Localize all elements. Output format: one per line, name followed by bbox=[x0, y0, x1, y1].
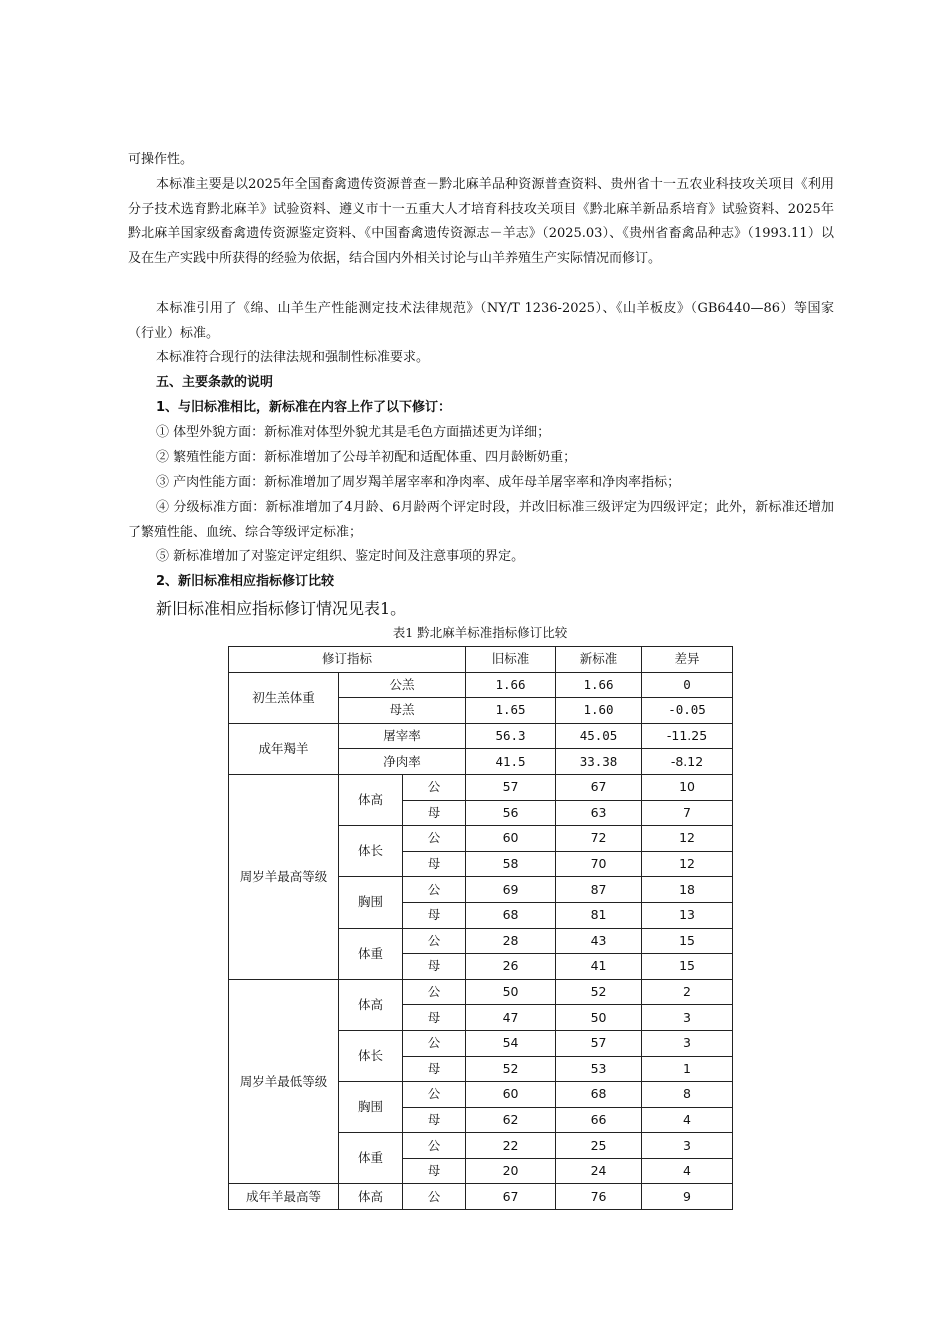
diff-value: 15 bbox=[642, 954, 733, 980]
table-intro: 新旧标准相应指标修订情况见表1。 bbox=[156, 599, 407, 618]
header-indicator: 修订指标 bbox=[229, 647, 466, 673]
diff-value: 8 bbox=[642, 1082, 733, 1108]
new-value: 25 bbox=[556, 1133, 642, 1159]
diff-value: 15 bbox=[642, 928, 733, 954]
old-value: 1.65 bbox=[466, 698, 556, 724]
sub-label: 体重 bbox=[339, 1133, 403, 1184]
old-value: 26 bbox=[466, 954, 556, 980]
group-label: 周岁羊最高等级 bbox=[229, 774, 339, 979]
sub-label: 体长 bbox=[339, 1030, 403, 1081]
diff-value: 4 bbox=[642, 1158, 733, 1184]
sex-label: 母 bbox=[403, 1005, 466, 1031]
paragraph-compliance: 本标准符合现行的法律法规和强制性标准要求。 bbox=[156, 350, 430, 365]
old-value: 62 bbox=[466, 1107, 556, 1133]
new-value: 76 bbox=[556, 1184, 642, 1210]
new-value: 24 bbox=[556, 1158, 642, 1184]
list-item-4: ④ 分级标准方面：新标准增加了4月龄、6月龄两个评定时段，并改旧标准三级评定为四级评定；此外，新标准还增加了繁殖性能、血统、综合等级评定标准； bbox=[128, 500, 834, 540]
old-value: 20 bbox=[466, 1158, 556, 1184]
old-value: 56 bbox=[466, 800, 556, 826]
new-value: 81 bbox=[556, 902, 642, 928]
diff-value: -11.25 bbox=[642, 723, 733, 749]
new-value: 52 bbox=[556, 979, 642, 1005]
row-label: 净肉率 bbox=[339, 749, 466, 775]
sub-label: 胸围 bbox=[339, 877, 403, 928]
diff-value: 3 bbox=[642, 1005, 733, 1031]
header-old: 旧标准 bbox=[466, 647, 556, 673]
paragraph-basis: 本标准主要是以2025年全国畜禽遗传资源普查－黔北麻羊品种资源普查资料、贵州省十一五农业科技攻关项目《利用分子技术选育黔北麻羊》试验资料、遵义市十一五重大人才培育科技攻关项目《黔北麻羊新品系培育》试验资料、2025年黔北麻羊国家级畜禽遗传资源鉴定资料、《中国畜禽遗传资源志－羊志》（2025.03）、《贵州省畜禽品种志》（1993.11）以及在生产实践中所获得的经验为依据，结合国内外相关讨论与山羊养殖生产实际情况而修订。 bbox=[128, 177, 834, 266]
sex-label: 公 bbox=[403, 1133, 466, 1159]
group-label: 周岁羊最低等级 bbox=[229, 979, 339, 1184]
old-value: 69 bbox=[466, 877, 556, 903]
new-value: 67 bbox=[556, 774, 642, 800]
row-label: 母羔 bbox=[339, 698, 466, 724]
sex-label: 母 bbox=[403, 1056, 466, 1082]
sub-label: 胸围 bbox=[339, 1082, 403, 1133]
old-value: 50 bbox=[466, 979, 556, 1005]
table-row bbox=[229, 1184, 733, 1210]
paragraph-references: 本标准引用了《绵、山羊生产性能测定技术法律规范》（NY/T 1236-2025）、《山羊板皮》（GB6440—86）等国家（行业）标准。 bbox=[128, 301, 834, 341]
row-label: 公羔 bbox=[339, 672, 466, 698]
diff-value: -0.05 bbox=[642, 698, 733, 724]
header-new: 新标准 bbox=[556, 647, 642, 673]
new-value: 33.38 bbox=[556, 749, 642, 775]
sex-label: 公 bbox=[403, 1030, 466, 1056]
old-value: 22 bbox=[466, 1133, 556, 1159]
subsection-heading-2: 2、新旧标准相应指标修订比较 bbox=[156, 574, 335, 589]
sex-label: 母 bbox=[403, 902, 466, 928]
new-value: 53 bbox=[556, 1056, 642, 1082]
diff-value: -8.12 bbox=[642, 749, 733, 775]
list-item-1: ① 体型外貌方面：新标准对体型外貌尤其是毛色方面描述更为详细； bbox=[156, 425, 551, 440]
new-value: 57 bbox=[556, 1030, 642, 1056]
old-value: 60 bbox=[466, 1082, 556, 1108]
sub-label: 体长 bbox=[339, 826, 403, 877]
diff-value: 7 bbox=[642, 800, 733, 826]
sub-label: 体高 bbox=[339, 1184, 403, 1210]
diff-value: 10 bbox=[642, 774, 733, 800]
header-diff: 差异 bbox=[642, 647, 733, 673]
sex-label: 公 bbox=[403, 877, 466, 903]
old-value: 67 bbox=[466, 1184, 556, 1210]
diff-value: 18 bbox=[642, 877, 733, 903]
new-value: 66 bbox=[556, 1107, 642, 1133]
old-value: 56.3 bbox=[466, 723, 556, 749]
diff-value: 3 bbox=[642, 1133, 733, 1159]
sub-label: 体高 bbox=[339, 774, 403, 825]
diff-value: 4 bbox=[642, 1107, 733, 1133]
sex-label: 母 bbox=[403, 800, 466, 826]
diff-value: 1 bbox=[642, 1056, 733, 1082]
diff-value: 12 bbox=[642, 826, 733, 852]
diff-value: 9 bbox=[642, 1184, 733, 1210]
diff-value: 2 bbox=[642, 979, 733, 1005]
sex-label: 母 bbox=[403, 1107, 466, 1133]
sex-label: 公 bbox=[403, 774, 466, 800]
group-label: 成年羊最高等 bbox=[229, 1184, 339, 1210]
sex-label: 公 bbox=[403, 826, 466, 852]
new-value: 72 bbox=[556, 826, 642, 852]
sex-label: 公 bbox=[403, 1082, 466, 1108]
old-value: 1.66 bbox=[466, 672, 556, 698]
diff-value: 0 bbox=[642, 672, 733, 698]
sub-label: 体重 bbox=[339, 928, 403, 979]
diff-value: 12 bbox=[642, 851, 733, 877]
sex-label: 母 bbox=[403, 1158, 466, 1184]
diff-value: 3 bbox=[642, 1030, 733, 1056]
new-value: 43 bbox=[556, 928, 642, 954]
group-label: 成年羯羊 bbox=[229, 723, 339, 774]
old-value: 28 bbox=[466, 928, 556, 954]
new-value: 1.66 bbox=[556, 672, 642, 698]
new-value: 50 bbox=[556, 1005, 642, 1031]
new-value: 70 bbox=[556, 851, 642, 877]
new-value: 41 bbox=[556, 954, 642, 980]
table-row bbox=[229, 672, 733, 698]
old-value: 41.5 bbox=[466, 749, 556, 775]
old-value: 52 bbox=[466, 1056, 556, 1082]
comparison-table bbox=[228, 646, 733, 1210]
new-value: 1.60 bbox=[556, 698, 642, 724]
old-value: 60 bbox=[466, 826, 556, 852]
new-value: 63 bbox=[556, 800, 642, 826]
sex-label: 公 bbox=[403, 928, 466, 954]
table-row bbox=[229, 723, 733, 749]
old-value: 58 bbox=[466, 851, 556, 877]
new-value: 87 bbox=[556, 877, 642, 903]
paragraph-continuation: 可操作性。 bbox=[128, 152, 194, 167]
table-caption: 表1 黔北麻羊标准指标修订比较 bbox=[392, 625, 568, 640]
old-value: 68 bbox=[466, 902, 556, 928]
section-heading-5: 五、主要条款的说明 bbox=[156, 375, 274, 390]
old-value: 57 bbox=[466, 774, 556, 800]
list-item-5: ⑤ 新标准增加了对鉴定评定组织、鉴定时间及注意事项的界定。 bbox=[156, 549, 525, 564]
sex-label: 公 bbox=[403, 1184, 466, 1210]
list-item-2: ② 繁殖性能方面：新标准增加了公母羊初配和适配体重、四月龄断奶重； bbox=[156, 450, 577, 465]
table-row bbox=[229, 979, 733, 1005]
sex-label: 母 bbox=[403, 851, 466, 877]
sub-label: 体高 bbox=[339, 979, 403, 1030]
row-label: 屠宰率 bbox=[339, 723, 466, 749]
table-header-row bbox=[229, 647, 733, 673]
table-row bbox=[229, 774, 733, 800]
sex-label: 母 bbox=[403, 954, 466, 980]
sex-label: 公 bbox=[403, 979, 466, 1005]
diff-value: 13 bbox=[642, 902, 733, 928]
new-value: 68 bbox=[556, 1082, 642, 1108]
list-item-3: ③ 产肉性能方面：新标准增加了周岁羯羊屠宰率和净肉率、成年母羊屠宰率和净肉率指标； bbox=[156, 475, 681, 490]
subsection-heading-1: 1、与旧标准相比，新标准在内容上作了以下修订： bbox=[156, 400, 452, 415]
old-value: 47 bbox=[466, 1005, 556, 1031]
new-value: 45.05 bbox=[556, 723, 642, 749]
old-value: 54 bbox=[466, 1030, 556, 1056]
group-label: 初生羔体重 bbox=[229, 672, 339, 723]
